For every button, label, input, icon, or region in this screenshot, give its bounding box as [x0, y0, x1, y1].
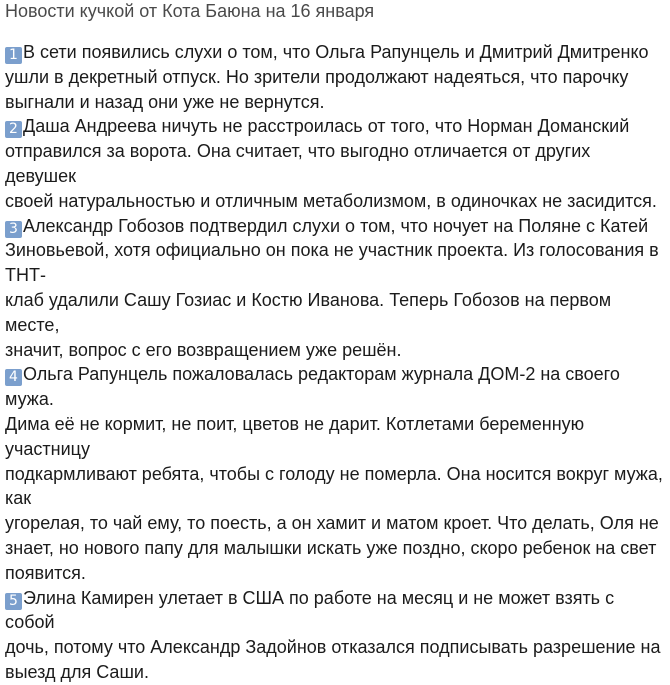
news-line: выезд для Саши. — [5, 661, 149, 682]
page-title: Новости кучкой от Кота Баюна на 16 января — [5, 1, 375, 21]
news-line: клаб удалили Сашу Гозиас и Костю Иванова. Теперь Гобозов на первом месте, — [5, 289, 612, 335]
news-line: Дима её не кормит, не поит, цветов не дарит. Котлетами беременную участницу — [5, 413, 585, 459]
keycap-number-icon: 2 — [5, 121, 22, 138]
news-item-1 — [5, 40, 665, 114]
keycap-number-icon: 3 — [5, 221, 22, 238]
news-item-2 — [5, 114, 665, 213]
news-line: Александр Гобозов подтвердил слухи о том, что ночует на Поляне с Катей — [23, 215, 649, 236]
news-line: отправился за ворота. Она считает, что выгодно отличается от других девушек — [5, 141, 591, 186]
news-line: Элина Камирен улетает в США по работе на месяц и не может взять с собой — [5, 587, 615, 633]
news-line: значит, вопрос с его возвращением уже решён. — [5, 339, 402, 360]
news-line: угорелая, то чай ему, то поесть, а он хамит и матом кроет. Что делать, Оля не — [5, 513, 659, 534]
news-line: дочь, потому что Александр Задойнов отказался подписывать разрешение на — [5, 637, 661, 658]
keycap-number-icon: 1 — [5, 47, 22, 64]
news-line: ушли в декретный отпуск. Но зрители продолжают надеяться, что парочку — [5, 66, 629, 87]
news-item-3 — [5, 214, 665, 363]
keycap-number-icon: 5 — [5, 593, 22, 610]
news-item-5 — [5, 586, 665, 685]
keycap-number-icon: 4 — [5, 369, 22, 386]
news-line: знает, но нового папу для малышки искать уже поздно, скоро ребенок на свет — [5, 537, 657, 558]
news-line: подкармливают ребята, чтобы с голоду не померла. Она носится вокруг мужа, как — [5, 463, 663, 509]
news-line: Даша Андреева ничуть не расстроилась от того, что Норман Доманский — [23, 116, 630, 137]
news-line: выгнали и назад они уже не вернутся. — [5, 91, 325, 112]
news-item-4 — [5, 362, 665, 585]
news-line: Ольга Рапунцель пожаловалась редакторам журнала ДОМ-2 на своего мужа. — [5, 364, 620, 410]
news-line: Зиновьевой, хотя официально он пока не участник проекта. Из голосования в ТНТ- — [5, 240, 659, 286]
news-line: своей натуральностью и отличным метаболизмом, в одиночках не засидится. — [5, 190, 657, 211]
news-line: В сети появились слухи о том, что Ольга Рапунцель и Дмитрий Дмитренко — [23, 42, 649, 62]
news-list — [5, 40, 665, 685]
news-line: появится. — [5, 562, 86, 583]
